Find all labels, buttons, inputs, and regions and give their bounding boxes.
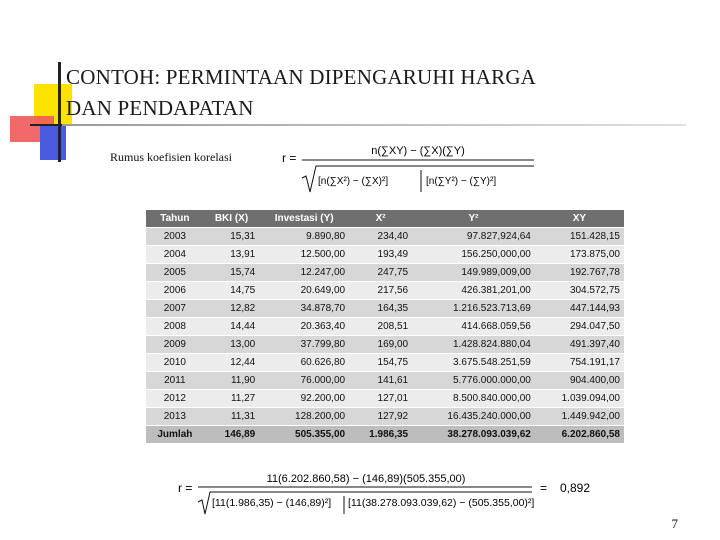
- cell-y: 128.200,00: [259, 408, 349, 426]
- cell-y: 60.626,80: [259, 354, 349, 372]
- result-formula-denominator-left: [11(1.986,35) − (146,89)²]: [212, 497, 332, 509]
- slide-title-line-1: CONTOH: PERMINTAAN DIPENGARUHI HARGA: [66, 65, 537, 89]
- cell-year: 2003: [146, 228, 204, 246]
- page-number: 7: [671, 516, 678, 531]
- col-header-xy: XY: [535, 210, 624, 228]
- formula-caption: Rumus koefisien korelasi: [110, 150, 232, 164]
- decor-vertical-line: [58, 62, 61, 162]
- cell-y-squared: 426.381,201,00: [412, 282, 535, 300]
- title-underline: [62, 124, 686, 126]
- table-row: [146, 318, 624, 336]
- table-row: [146, 390, 624, 408]
- cell-y-squared: 149.989,009,00: [412, 264, 535, 282]
- table-body: [146, 228, 624, 426]
- cell-x-squared: 169,00: [349, 336, 412, 354]
- table-row: [146, 264, 624, 282]
- general-formula-denominator-right: [n(∑Y²) − (∑Y)²]: [426, 176, 497, 187]
- cell-xy: 151.428,15: [535, 228, 624, 246]
- total-label: Jumlah: [146, 426, 204, 444]
- cell-xy: 1.449.942,00: [535, 408, 624, 426]
- cell-y: 9.890,80: [259, 228, 349, 246]
- table-row: [146, 336, 624, 354]
- cell-y-squared: 1.216.523.713,69: [412, 300, 535, 318]
- decor-blue-square: [40, 124, 66, 160]
- cell-y: 37.799,80: [259, 336, 349, 354]
- table-header-row: [146, 210, 624, 228]
- table-row: [146, 300, 624, 318]
- col-header-y-squared: Y²: [412, 210, 535, 228]
- cell-y-squared: 1.428.824.880,04: [412, 336, 535, 354]
- cell-x-squared: 247,75: [349, 264, 412, 282]
- cell-xy: 904.400,00: [535, 372, 624, 390]
- cell-y-squared: 5.776.000.000,00: [412, 372, 535, 390]
- cell-y: 92.200,00: [259, 390, 349, 408]
- cell-x: 13,91: [204, 246, 260, 264]
- cell-y-squared: 3.675.548.251,59: [412, 354, 535, 372]
- table-row: [146, 408, 624, 426]
- cell-y-squared: 156.250,000,00: [412, 246, 535, 264]
- cell-year: 2011: [146, 372, 204, 390]
- cell-xy: 447.144,93: [535, 300, 624, 318]
- total-x: 146,89: [204, 426, 260, 444]
- cell-x-squared: 141,61: [349, 372, 412, 390]
- cell-year: 2004: [146, 246, 204, 264]
- cell-y: 12.500,00: [259, 246, 349, 264]
- table-row: [146, 282, 624, 300]
- table-row: [146, 246, 624, 264]
- cell-year: 2013: [146, 408, 204, 426]
- cell-xy: 491.397,40: [535, 336, 624, 354]
- cell-y-squared: 16.435.240.000,00: [412, 408, 535, 426]
- cell-x-squared: 127,01: [349, 390, 412, 408]
- slide-title-line-2: DAN PENDAPATAN: [66, 96, 254, 120]
- cell-x-squared: 154,75: [349, 354, 412, 372]
- cell-x-squared: 208,51: [349, 318, 412, 336]
- result-formula-numerator: 11(6.202.860,58) − (146,89)(505.355,00): [266, 473, 466, 485]
- cell-y-squared: 97.827,924,64: [412, 228, 535, 246]
- result-formula-denominator-right: [11(38.278.093.039,62) − (505.355,00)²]: [348, 497, 535, 509]
- cell-x: 12,44: [204, 354, 260, 372]
- cell-xy: 754.191,17: [535, 354, 624, 372]
- table-row: [146, 228, 624, 246]
- cell-y: 34.878,70: [259, 300, 349, 318]
- col-header-x: BKI (X): [204, 210, 260, 228]
- cell-x-squared: 234,40: [349, 228, 412, 246]
- result-formula: [176, 470, 596, 516]
- cell-year: 2009: [146, 336, 204, 354]
- cell-xy: 173.875,00: [535, 246, 624, 264]
- cell-y-squared: 8.500.840.000,00: [412, 390, 535, 408]
- result-formula-lhs: r =: [178, 481, 193, 495]
- cell-xy: 304.572,75: [535, 282, 624, 300]
- slide-title: [66, 62, 536, 124]
- cell-y: 12.247,00: [259, 264, 349, 282]
- col-header-year: Tahun: [146, 210, 204, 228]
- cell-year: 2012: [146, 390, 204, 408]
- total-y-squared: 38.278.093.039,62: [412, 426, 535, 444]
- table-row: [146, 354, 624, 372]
- cell-x-squared: 127,92: [349, 408, 412, 426]
- cell-year: 2005: [146, 264, 204, 282]
- cell-year: 2006: [146, 282, 204, 300]
- cell-xy: 1.039.094,00: [535, 390, 624, 408]
- general-formula-denominator-left: [n(∑X²) − (∑X)²]: [318, 176, 389, 187]
- total-x-squared: 1.986,35: [349, 426, 412, 444]
- cell-y: 20.649,00: [259, 282, 349, 300]
- cell-year: 2008: [146, 318, 204, 336]
- table-total-row: [146, 426, 624, 444]
- cell-xy: 294.047,50: [535, 318, 624, 336]
- cell-x: 14,75: [204, 282, 260, 300]
- data-table: [146, 210, 624, 443]
- cell-year: 2010: [146, 354, 204, 372]
- col-header-x-squared: X²: [349, 210, 412, 228]
- cell-x: 11,90: [204, 372, 260, 390]
- cell-x: 13,00: [204, 336, 260, 354]
- cell-y: 76.000,00: [259, 372, 349, 390]
- total-xy: 6.202.860,58: [535, 426, 624, 444]
- cell-x-squared: 164,35: [349, 300, 412, 318]
- cell-x: 15,31: [204, 228, 260, 246]
- cell-year: 2007: [146, 300, 204, 318]
- cell-xy: 192.767,78: [535, 264, 624, 282]
- cell-y-squared: 414.668.059,56: [412, 318, 535, 336]
- general-formula: [278, 138, 538, 198]
- general-formula-numerator: n(∑XY) − (∑X)(∑Y): [371, 145, 465, 157]
- correlation-result-value: 0,892: [560, 481, 591, 495]
- cell-x: 12,82: [204, 300, 260, 318]
- result-formula-equals: =: [540, 481, 548, 495]
- cell-x-squared: 217,56: [349, 282, 412, 300]
- total-y: 505.355,00: [259, 426, 349, 444]
- col-header-y: Investasi (Y): [259, 210, 349, 228]
- cell-x: 15,74: [204, 264, 260, 282]
- cell-x: 14,44: [204, 318, 260, 336]
- cell-y: 20.363,40: [259, 318, 349, 336]
- cell-x-squared: 193,49: [349, 246, 412, 264]
- cell-x: 11,27: [204, 390, 260, 408]
- cell-x: 11,31: [204, 408, 260, 426]
- table-row: [146, 372, 624, 390]
- general-formula-lhs: r =: [282, 151, 297, 165]
